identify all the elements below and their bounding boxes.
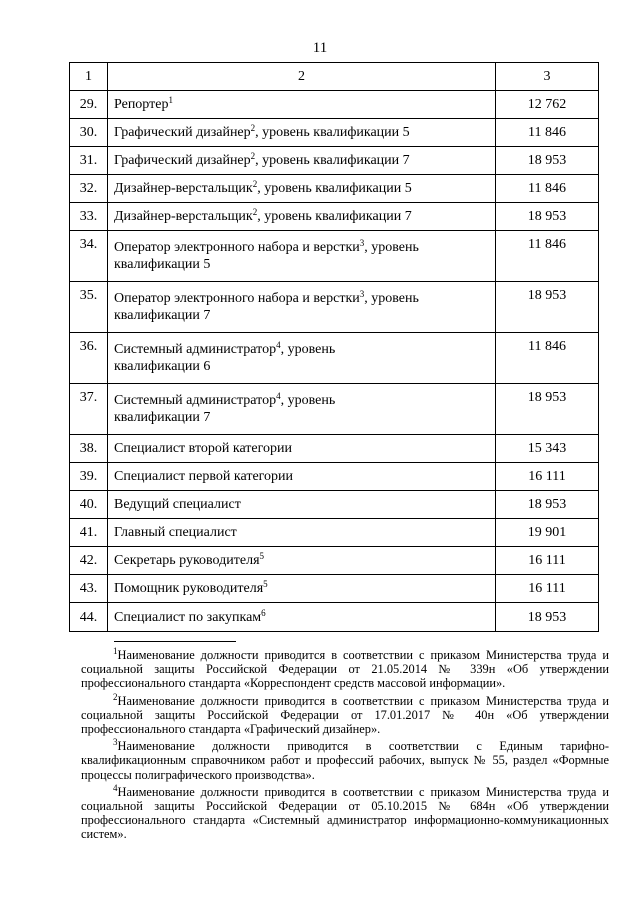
row-number: 33. xyxy=(70,203,108,231)
header-col-3: 3 xyxy=(496,63,599,91)
position-title: Помощник руководителя$^5$ xyxy=(108,575,496,603)
footnote-ref: 4 xyxy=(276,391,281,401)
table-row xyxy=(70,547,599,575)
footnote-ref: 3 xyxy=(359,238,365,248)
row-number: 39. xyxy=(70,463,108,491)
salary-value: 18 953 xyxy=(496,603,599,632)
footnote xyxy=(81,691,609,737)
footnote-text: Наименование должности приводится в соответствии с Единым тарифно-квалификационным справочником работ и профессий рабочих, выпуск № 55, раздел «Формные процессы полиграфического производства». xyxy=(81,739,609,782)
footnote-text: Наименование должности приводится в соответствии с приказом Министерства труда и социальной защиты Российской Федерации от 17.01.2017 № 40н «Об утверждении профессионального стандарта «Графический дизайнер». xyxy=(81,693,609,737)
footnote-mark: 1 xyxy=(113,646,118,656)
table-row xyxy=(70,147,599,175)
footnote-ref: 6 xyxy=(261,607,266,618)
footnote-ref: 2 xyxy=(252,207,258,217)
salary-value: 16 111 xyxy=(496,575,599,603)
footnote xyxy=(81,782,609,842)
table-row xyxy=(70,603,599,632)
row-number: 43. xyxy=(70,575,108,603)
position-title: Дизайнер-верстальщик$^2$, уровень квалификации 7 xyxy=(108,203,496,231)
table-row xyxy=(70,231,599,282)
position-title: Системный администратор$^4$, уровень квалификации 7 xyxy=(108,384,496,435)
position-title: Репортер$^1$ xyxy=(108,91,496,119)
salary-value: 18 953 xyxy=(496,147,599,175)
row-number: 44. xyxy=(70,603,108,632)
row-number: 37. xyxy=(70,384,108,435)
table-row xyxy=(70,282,599,333)
position-title: Ведущий специалист xyxy=(108,491,496,519)
page-number: 11 xyxy=(312,40,328,56)
footnote-text: Наименование должности приводится в соответствии с приказом Министерства труда и социальной защиты Российской Федерации от 05.10.2015 № 684н «Об утверждении профессионального стандарта «Системный администратор информационно-коммуникационных систем». xyxy=(81,784,609,842)
row-number: 30. xyxy=(70,119,108,147)
position-title: Графический дизайнер$^2$, уровень квалификации 7 xyxy=(108,147,496,175)
table-row xyxy=(70,119,599,147)
position-title: Главный специалист xyxy=(108,519,496,547)
footnote-ref: 2 xyxy=(250,151,256,161)
footnotes xyxy=(81,648,609,845)
salary-value: 19 901 xyxy=(496,519,599,547)
position-title: Специалист по закупкам$^6$ xyxy=(108,603,496,632)
row-number: 36. xyxy=(70,333,108,384)
footnote-ref: 5 xyxy=(263,579,268,589)
footnote-ref: 5 xyxy=(259,551,265,561)
row-number: 38. xyxy=(70,435,108,463)
row-number: 35. xyxy=(70,282,108,333)
footnote-text: Наименование должности приводится в соответствии с приказом Министерства труда и социальной защиты Российской Федерации от 21.05.2014 № 339н «Об утверждении профессионального стандарта «Корреспондент средств массовой информации». xyxy=(81,648,609,691)
table-row xyxy=(70,519,599,547)
footnote-ref: 2 xyxy=(252,179,258,189)
salary-value: 16 111 xyxy=(496,463,599,491)
salary-value: 11 846 xyxy=(496,175,599,203)
row-number: 34. xyxy=(70,231,108,282)
row-number: 31. xyxy=(70,147,108,175)
salary-value: 11 846 xyxy=(496,333,599,384)
row-number: 42. xyxy=(70,547,108,575)
position-title: Специалист первой категории xyxy=(108,463,496,491)
footnote-ref: 2 xyxy=(250,123,256,133)
footnote-ref: 3 xyxy=(359,289,365,299)
position-title: Дизайнер-верстальщик$^2$, уровень квалификации 5 xyxy=(108,175,496,203)
row-number: 41. xyxy=(70,519,108,547)
header-col-1: 1 xyxy=(70,63,108,91)
position-title: Графический дизайнер$^2$, уровень квалификации 5 xyxy=(108,119,496,147)
salary-value: 18 953 xyxy=(496,384,599,435)
position-title: Секретарь руководителя$^5$ xyxy=(108,547,496,575)
position-title: Специалист второй категории xyxy=(108,435,496,463)
table-row xyxy=(70,463,599,491)
footnote-ref: 1 xyxy=(168,95,173,105)
footnote-mark: 3 xyxy=(113,737,118,748)
position-title: Оператор электронного набора и верстки$^3$, уровень квалификации 7 xyxy=(108,282,496,333)
row-number: 40. xyxy=(70,491,108,519)
header-col-2: 2 xyxy=(108,63,496,91)
table-row xyxy=(70,175,599,203)
footnote-divider xyxy=(114,641,236,642)
positions-table xyxy=(69,62,599,632)
footnote-mark: 2 xyxy=(113,691,118,702)
table-row xyxy=(70,435,599,463)
salary-value: 18 953 xyxy=(496,282,599,333)
salary-value: 18 953 xyxy=(496,203,599,231)
footnote-ref: 4 xyxy=(276,340,281,350)
footnote xyxy=(81,739,609,782)
table-row xyxy=(70,491,599,519)
row-number: 29. xyxy=(70,91,108,119)
footnote xyxy=(81,648,609,691)
table-row xyxy=(70,91,599,119)
salary-value: 18 953 xyxy=(496,491,599,519)
salary-value: 12 762 xyxy=(496,91,599,119)
salary-value: 11 846 xyxy=(496,231,599,282)
table-row xyxy=(70,203,599,231)
table-row xyxy=(70,333,599,384)
position-title: Оператор электронного набора и верстки$^3$, уровень квалификации 5 xyxy=(108,231,496,282)
table-header-row xyxy=(70,63,599,91)
table-row xyxy=(70,575,599,603)
salary-value: 16 111 xyxy=(496,547,599,575)
salary-value: 11 846 xyxy=(496,119,599,147)
position-title: Системный администратор$^4$, уровень квалификации 6 xyxy=(108,333,496,384)
salary-value: 15 343 xyxy=(496,435,599,463)
footnote-mark: 4 xyxy=(113,782,118,793)
table-row xyxy=(70,384,599,435)
row-number: 32. xyxy=(70,175,108,203)
